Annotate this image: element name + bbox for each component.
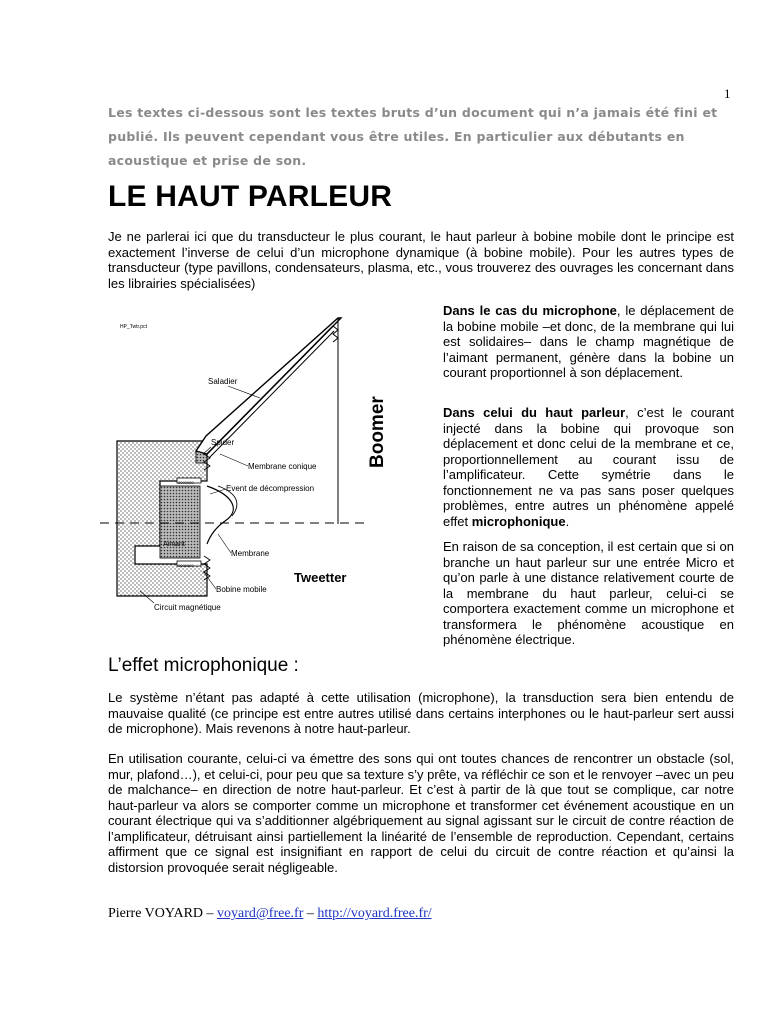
microphone-paragraph: Dans le cas du microphone, le déplacement de la bobine mobile –et donc, de la membrane qui lui est solidaires– dans le champ magnétique de l’aimant permanent, génère dans la bobine un courant proportionnel à son déplacement. xyxy=(443,303,735,380)
intro-paragraph: Je ne parlerai ici que du transducteur le plus courant, le haut parleur à bobine mobile dont le principe est exactement l’inverse de celui d’un microphone dynamique (à bobine mobile). Pour les autres types de transducteur (type pavillons, condensateurs, plasma, etc., vous trouverez des ouvrages les concernant dans les librairies spécialisées) xyxy=(108,229,734,291)
event-label: Event de décompression xyxy=(226,484,315,493)
draft-notice: Les textes ci-dessous sont les textes bruts d’un document qui n’a jamais été fini et publié. Ils peuvent cependant vous être utiles. En particulier aux débutants en acoustique et prise de son. xyxy=(108,105,718,168)
body-paragraph-2: En utilisation courante, celui-ci va émettre des sons qui ont toutes chances de rencontrer un obstacle (sol, mur, plafond…), et celui-ci, pour peu que sa texture s’y prête, va réfléchir ce son et le renvoyer –avec un peu de malchance– en direction de notre haut-parleur. Et c’est à partir de là que tout se complique, car notre haut-parleur va alors se comporter comme un microphone et transformer cet événement acoustique en un courant électrique qui va s’additionner algébriquement au signal agissant sur le circuit de contre réaction de l’amplificateur, détruisant ainsi partiellement la linéarité de l’ensemble de reproduction. Cependant, certains affirment que ce signal est insignifiant en rapport de celui du circuit de contre réaction et qu’ainsi la distorsion provoquée serait négligeable. xyxy=(108,751,734,875)
boomer-label: Boomer xyxy=(367,396,388,468)
spider-label: Spider xyxy=(211,438,235,447)
cone xyxy=(207,326,333,454)
tweetter-label: Tweetter xyxy=(294,570,347,585)
speaker-paragraph: Dans celui du haut parleur, c’est le courant injecté dans la bobine qui provoque son déplacement et donc celui de la membrane et ce, proportionnellement au courant issu de l’amplificateur. Cette symétrie dans le fonctionnement ne va pas sans poser quelques problèmes, entre autres un phénomène appelé effet microphonique. xyxy=(443,405,735,529)
loudspeaker-diagram xyxy=(100,306,435,626)
website-link[interactable]: http://voyard.free.fr/ xyxy=(317,906,432,921)
membrane-conique-label: Membrane conique xyxy=(248,462,317,471)
circuit-magnetique-label: Circuit magnétique xyxy=(154,603,221,612)
section-title: L’effet microphonique : xyxy=(108,655,299,676)
page-number: 1 xyxy=(724,86,731,101)
file-label: HP_Twtr.pct xyxy=(120,324,147,330)
tweeter-dome xyxy=(207,486,233,544)
body-paragraph-1: Le système n’étant pas adapté à cette utilisation (microphone), la transduction sera bien entendu de mauvaise qualité (ce principe est entre autres utilisé dans certains interphones ou le haut-parleur sert aussi de microphone). Mais revenons à notre haut-parleur. xyxy=(108,690,734,736)
svg-text:0000000: 0000000 xyxy=(178,563,194,568)
email-link[interactable]: voyard@free.fr xyxy=(217,906,304,921)
basket xyxy=(196,318,341,454)
footer: Pierre VOYARD – voyard@free.fr – http://voyard.free.fr/ xyxy=(108,906,432,921)
conception-paragraph: En raison de sa conception, il est certain que si on branche un haut parleur sur une entrée Micro et qu’on parle à une distance relativement courte de la membrane du haut parleur, celui-ci se comportera exactement comme un microphone et transformera le phénomène acoustique en phénomène électrique. xyxy=(443,539,734,647)
aimant-label: Aimant xyxy=(163,541,185,548)
membrane-label: Membrane xyxy=(231,549,270,558)
surround xyxy=(333,326,338,342)
svg-text:0000000: 0000000 xyxy=(178,480,194,485)
footer-author: Pierre VOYARD – xyxy=(108,906,218,921)
saladier-label: Saladier xyxy=(208,377,238,386)
page-title: LE HAUT PARLEUR xyxy=(108,180,393,213)
bobine-mobile-label: Bobine mobile xyxy=(216,585,267,594)
